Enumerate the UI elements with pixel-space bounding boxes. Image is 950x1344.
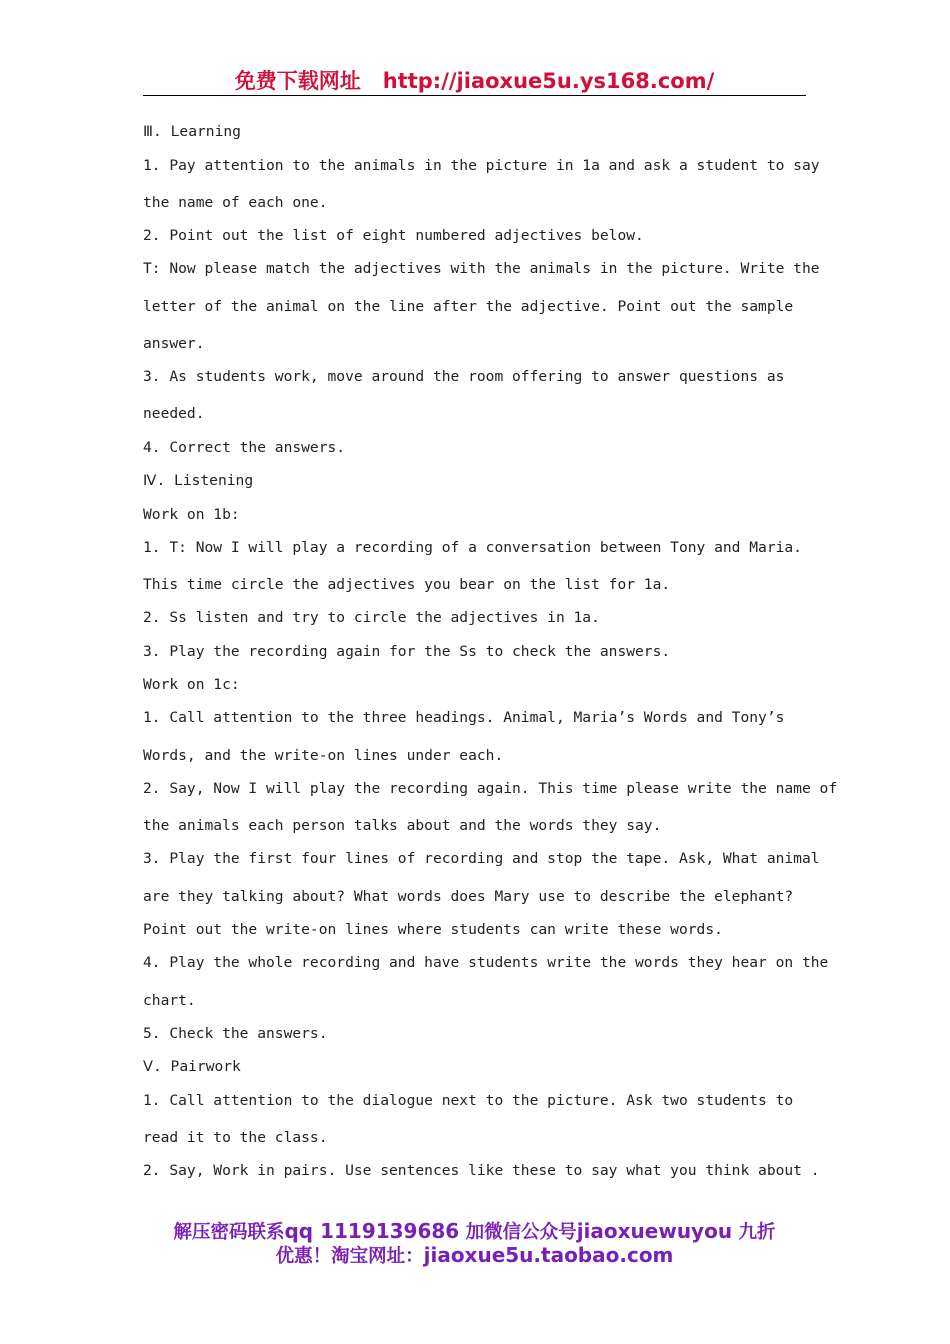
- text-line: 2. Say, Work in pairs. Use sentences like these to say what you think about .: [143, 1162, 820, 1179]
- text-line: 2. Point out the list of eight numbered adjectives below.: [143, 227, 644, 244]
- text-line: Point out the write-on lines where students can write these words.: [143, 921, 723, 938]
- text-line: the animals each person talks about and the words they say.: [143, 817, 662, 834]
- section-heading: Ⅲ. Learning: [143, 123, 241, 140]
- text-line: 2. Say, Now I will play the recording again. This time please write the name of: [143, 780, 838, 797]
- text-line: needed.: [143, 405, 205, 422]
- section-heading: Ⅳ. Listening: [143, 472, 254, 489]
- section-heading: Ⅴ. Pairwork: [143, 1058, 241, 1075]
- text-line: letter of the animal on the line after the adjective. Point out the sample: [143, 298, 794, 315]
- text-line: 1. Call attention to the three headings. Animal, Maria’s Words and Tony’s: [143, 709, 785, 726]
- footer-line-2: [143, 1242, 806, 1268]
- text-line: 4. Play the whole recording and have students write the words they hear on the: [143, 954, 829, 971]
- text-line: the name of each one.: [143, 194, 328, 211]
- sub-heading: Work on 1c:: [143, 676, 240, 693]
- footer-qq: qq 1119139686: [284, 1219, 460, 1243]
- text-line: 1. Call attention to the dialogue next to the picture. Ask two students to: [143, 1092, 794, 1109]
- footer-wechat-label: 加微信公众号: [459, 1222, 577, 1243]
- header-url-link[interactable]: http://jiaoxue5u.ys168.com/: [382, 69, 715, 93]
- text-line: 2. Ss listen and try to circle the adjectives in 1a.: [143, 609, 600, 626]
- footer-discount: 九折: [732, 1222, 776, 1243]
- footer-shop-link[interactable]: jiaoxue5u.taobao.com: [423, 1243, 674, 1267]
- text-line: are they talking about? What words does Mary use to describe the elephant?: [143, 888, 794, 905]
- text-line: chart.: [143, 992, 196, 1009]
- text-line: This time circle the adjectives you bear on the list for 1a.: [143, 576, 671, 593]
- text-line: 1. T: Now I will play a recording of a conversation between Tony and Maria.: [143, 539, 802, 556]
- footer-contact-label: 解压密码联系: [173, 1222, 285, 1243]
- footer-wechat-id: jiaoxuewuyou: [576, 1219, 733, 1243]
- text-line: 1. Pay attention to the animals in the picture in 1a and ask a student to say: [143, 157, 820, 174]
- sub-heading: Work on 1b:: [143, 506, 240, 523]
- text-line: 4. Correct the answers.: [143, 439, 346, 456]
- header-divider: [143, 95, 806, 96]
- text-line: 3. Play the recording again for the Ss to check the answers.: [143, 643, 671, 660]
- page-header: [143, 66, 806, 96]
- text-line: read it to the class.: [143, 1129, 328, 1146]
- text-line: 3. As students work, move around the room offering to answer questions as: [143, 368, 785, 385]
- text-line: 3. Play the first four lines of recording and stop the tape. Ask, What animal: [143, 850, 820, 867]
- text-line: 5. Check the answers.: [143, 1025, 328, 1042]
- text-line: T: Now please match the adjectives with the animals in the picture. Write the: [143, 260, 820, 277]
- text-line: answer.: [143, 335, 205, 352]
- text-line: Words, and the write-on lines under each.: [143, 747, 504, 764]
- footer-shop-label: 优惠！淘宝网址：: [275, 1246, 424, 1267]
- header-label: 免费下载网址: [234, 69, 361, 93]
- footer-line-1: [143, 1218, 806, 1244]
